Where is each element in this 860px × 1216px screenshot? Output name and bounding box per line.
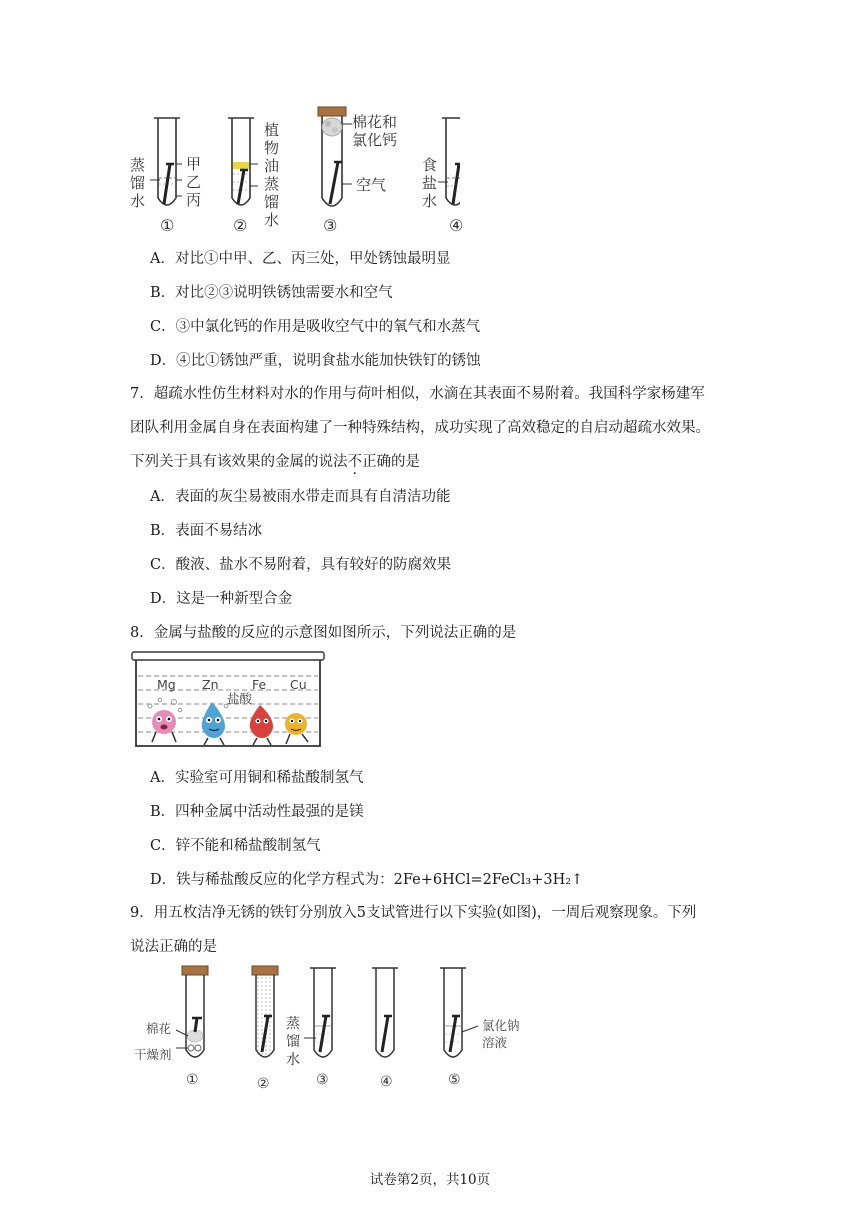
q6-option-b: B．对比②③说明铁锈蚀需要水和空气	[150, 285, 393, 301]
figure-metals-in-acid	[130, 650, 326, 750]
tube-2	[228, 118, 258, 205]
q9-tube-number-3: ③	[316, 1072, 329, 1088]
q7-option-a: A．表面的灰尘易被雨水带走而具有自清洁功能	[150, 489, 451, 505]
label-vegetable-oil: 植 物 油	[264, 121, 280, 175]
q9-tube-3	[304, 968, 336, 1057]
q9-tube-5	[440, 968, 478, 1057]
q6-option-c: C．③中氯化钙的作用是吸收空气中的氧气和水蒸气	[150, 319, 481, 335]
tube-number-2: ②	[233, 216, 248, 235]
q9-tube-number-5: ⑤	[448, 1072, 461, 1088]
q9-tube-1	[176, 966, 208, 1057]
q7-stem-line1: 7．超疏水性仿生材料对水的作用与荷叶相似，水滴在其表面不易附着。我国科学家杨建军	[130, 386, 705, 402]
tube-1	[150, 118, 182, 205]
label-desiccant: 干燥剂	[134, 1047, 172, 1062]
q8-option-b: B．四种金属中活动性最强的是镁	[150, 804, 364, 820]
q7-stem-pre: 下列关于具有该效果的金属的说法	[130, 454, 348, 470]
q8-stem: 8．金属与盐酸的反应的示意图如图所示，下列说法正确的是	[130, 625, 517, 641]
label-cotton: 棉花	[146, 1021, 172, 1036]
q9-stem-line1: 9．用五枚洁净无锈的铁钉分别放入5支试管进行以下实验(如图)，一周后观察现象。下列	[130, 905, 697, 921]
q9-tube-number-2: ②	[257, 1076, 270, 1092]
metal-label-zn: Zn	[202, 677, 219, 692]
five-tubes-drawing	[140, 960, 540, 1070]
tube-3	[318, 107, 352, 206]
metal-label-cu: Cu	[290, 677, 307, 692]
metal-label-fe: Fe	[252, 677, 267, 692]
q7-stem-line3	[130, 450, 420, 471]
label-distilled-water-2: 蒸 馏 水	[264, 175, 280, 229]
label-distilled-water-1: 蒸 馏 水	[130, 156, 146, 210]
mg-character	[148, 698, 182, 742]
acid-label: 盐酸	[227, 691, 253, 706]
q9-tube-number-1: ①	[186, 1072, 199, 1088]
q9-stem-line2: 说法正确的是	[130, 939, 217, 955]
label-jia-yi-bing: 甲 乙 丙	[186, 155, 202, 209]
q7-option-d: D．这是一种新型合金	[150, 591, 293, 607]
q8-option-d: D．铁与稀盐酸反应的化学方程式为：2Fe+6HCl=2FeCl₃+3H₂↑	[150, 872, 584, 888]
q9-tube-2	[252, 966, 278, 1057]
q8-option-a: A．实验室可用铜和稀盐酸制氢气	[150, 770, 364, 786]
metal-label-mg: Mg	[157, 677, 176, 692]
page-footer: 试卷第2页，共10页	[369, 1172, 491, 1188]
label-air: 空气	[356, 176, 387, 194]
figure-rust-tubes-2	[140, 960, 540, 1070]
q7-option-c: C．酸液、盐水不易附着，具有较好的防腐效果	[150, 557, 452, 573]
cu-character	[285, 713, 308, 744]
zn-character	[202, 702, 228, 745]
q7-stem-post: 正确的是	[362, 454, 420, 470]
label-cotton-calcium-chloride: 棉花和 氯化钙	[352, 113, 398, 149]
label-salt-water: 食 盐 水	[422, 156, 438, 210]
q7-stem-line2: 团队利用金属自身在表面构建了一种特殊结构，成功实现了高效稳定的自启动超疏水效果。	[130, 420, 710, 436]
q9-tube-number-4: ④	[380, 1074, 393, 1090]
q6-option-d: D．④比①锈蚀严重，说明食盐水能加快铁钉的锈蚀	[150, 353, 481, 369]
q7-emphasis-not: 不	[347, 454, 362, 470]
tube-number-3: ③	[323, 216, 338, 235]
q8-option-c: C．锌不能和稀盐酸制氢气	[150, 838, 321, 854]
fe-character	[250, 705, 273, 745]
tube-number-4: ④	[449, 216, 464, 235]
tube-number-1: ①	[160, 216, 175, 235]
label-sodium-chloride-solution: 氯化钠 溶液	[482, 1018, 520, 1050]
q7-option-b: B．表面不易结冰	[150, 523, 263, 539]
q9-tube-4	[372, 968, 398, 1057]
q6-option-a: A．对比①中甲、乙、丙三处，甲处锈蚀最明显	[150, 251, 451, 267]
tube-4	[438, 118, 460, 205]
label-distilled-water-q9: 蒸 馏 水	[286, 1016, 300, 1068]
